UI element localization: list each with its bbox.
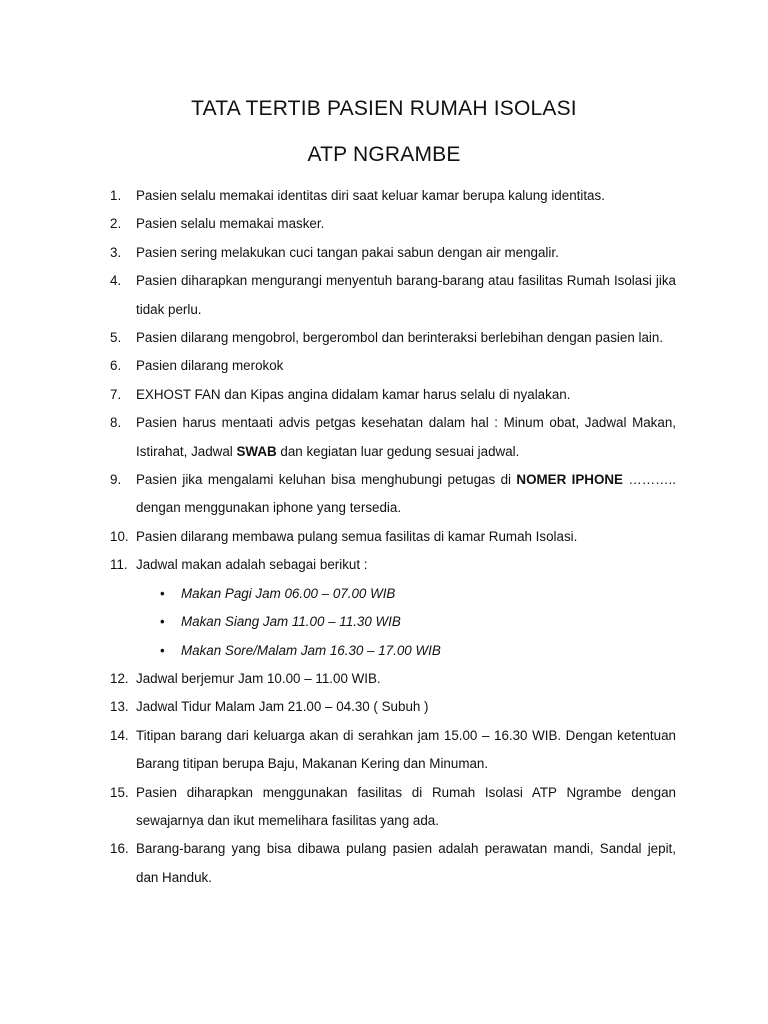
item-text: Pasien dilarang membawa pulang semua fasilitas di kamar Rumah Isolasi.	[136, 528, 578, 544]
item-number: 11.	[110, 557, 128, 573]
list-item	[110, 352, 676, 380]
list-item	[110, 267, 676, 324]
item-text-after: dan kegiatan luar gedung sesuai jadwal.	[276, 443, 520, 459]
item-text: Pasien selalu memakai identitas diri saat keluar kamar berupa kalung identitas.	[136, 188, 605, 203]
item-number: 2.	[110, 216, 122, 232]
item-number: 3.	[110, 244, 122, 260]
meal-schedule-list	[136, 580, 676, 665]
item-text: Pasien sering melakukan cuci tangan pakai sabun dengan air mengalir.	[136, 244, 559, 260]
list-item	[110, 665, 676, 693]
list-item	[110, 722, 676, 779]
list-item	[110, 693, 676, 721]
item-text: Barang-barang yang bisa dibawa pulang pasien adalah perawatan mandi, Sandal jepit, dan Handuk.	[136, 841, 676, 885]
item-number: 15.	[110, 784, 129, 800]
document-title-line1: TATA TERTIB PASIEN RUMAH ISOLASI	[191, 97, 577, 120]
item-text: Titipan barang dari keluarga akan di serahkan jam 15.00 – 16.30 WIB. Dengan ketentuan Barang titipan berupa Baju, Makanan Kering dan Minuman.	[136, 727, 676, 772]
item-text: Pasien dilarang merokok	[136, 358, 284, 374]
list-item	[110, 466, 676, 523]
item-number: 9.	[110, 472, 122, 488]
item-text: EXHOST FAN dan Kipas angina didalam kamar harus selalu di nyalakan.	[136, 386, 571, 402]
item-text-bold: SWAB	[236, 443, 277, 459]
item-number: 14.	[110, 727, 129, 743]
item-number: 4.	[110, 273, 122, 289]
item-text: Jadwal berjemur Jam 10.00 – 11.00 WIB.	[136, 670, 381, 686]
meal-schedule-text: Makan Sore/Malam Jam 16.30 – 17.00 WIB	[181, 642, 441, 658]
item-text-bold: NOMER IPHONE	[516, 472, 623, 488]
bullet-icon: •	[160, 642, 165, 658]
meal-schedule-text: Makan Siang Jam 11.00 – 11.30 WIB	[181, 614, 401, 630]
list-item	[110, 523, 676, 551]
list-item	[110, 551, 676, 665]
meal-schedule-item	[136, 580, 676, 608]
list-item	[110, 381, 676, 409]
document-title-line2: ATP NGRAMBE	[307, 143, 461, 166]
item-text: Pasien dilarang mengobrol, bergerombol dan berinteraksi berlebihan dengan pasien lain.	[136, 330, 664, 346]
item-number: 16.	[110, 841, 129, 857]
item-number: 13.	[110, 699, 129, 715]
item-text: Jadwal Tidur Malam Jam 21.00 – 04.30 ( Subuh )	[136, 699, 429, 715]
item-text: Pasien diharapkan menggunakan fasilitas di Rumah Isolasi ATP Ngrambe dengan sewajarnya dan ikut memelihara fasilitas yang ada.	[136, 784, 676, 828]
list-item	[110, 210, 676, 238]
item-text-before: Pasien harus mentaati advis petgas kesehatan dalam hal : Minum obat, Jadwal Makan, Istirahat, Jadwal	[136, 415, 676, 459]
bullet-icon: •	[160, 614, 165, 630]
item-text: Jadwal makan adalah sebagai berikut :	[136, 557, 368, 573]
meal-schedule-item	[136, 637, 676, 665]
bullet-icon: •	[160, 585, 165, 601]
item-number: 8.	[110, 415, 122, 431]
item-number: 1.	[110, 188, 122, 203]
list-item	[110, 239, 676, 267]
rules-list	[110, 182, 676, 892]
item-number: 10.	[110, 528, 129, 544]
item-text-after: ……….. dengan menggunakan iphone yang tersedia.	[136, 472, 676, 516]
item-number: 7.	[110, 386, 122, 402]
item-number: 12.	[110, 670, 129, 686]
item-number: 5.	[110, 330, 122, 346]
meal-schedule-item	[136, 608, 676, 636]
item-text: Pasien selalu memakai masker.	[136, 216, 325, 232]
meal-schedule-text: Makan Pagi Jam 06.00 – 07.00 WIB	[181, 585, 396, 601]
list-item	[110, 324, 676, 352]
item-text-before: Pasien jika mengalami keluhan bisa menghubungi petugas di	[136, 472, 517, 488]
list-item	[110, 409, 676, 466]
list-item	[110, 835, 676, 892]
list-item	[110, 182, 676, 210]
item-text: Pasien diharapkan mengurangi menyentuh barang-barang atau fasilitas Rumah Isolasi jika tidak perlu.	[136, 273, 676, 317]
item-number: 6.	[110, 358, 122, 374]
list-item	[110, 779, 676, 836]
